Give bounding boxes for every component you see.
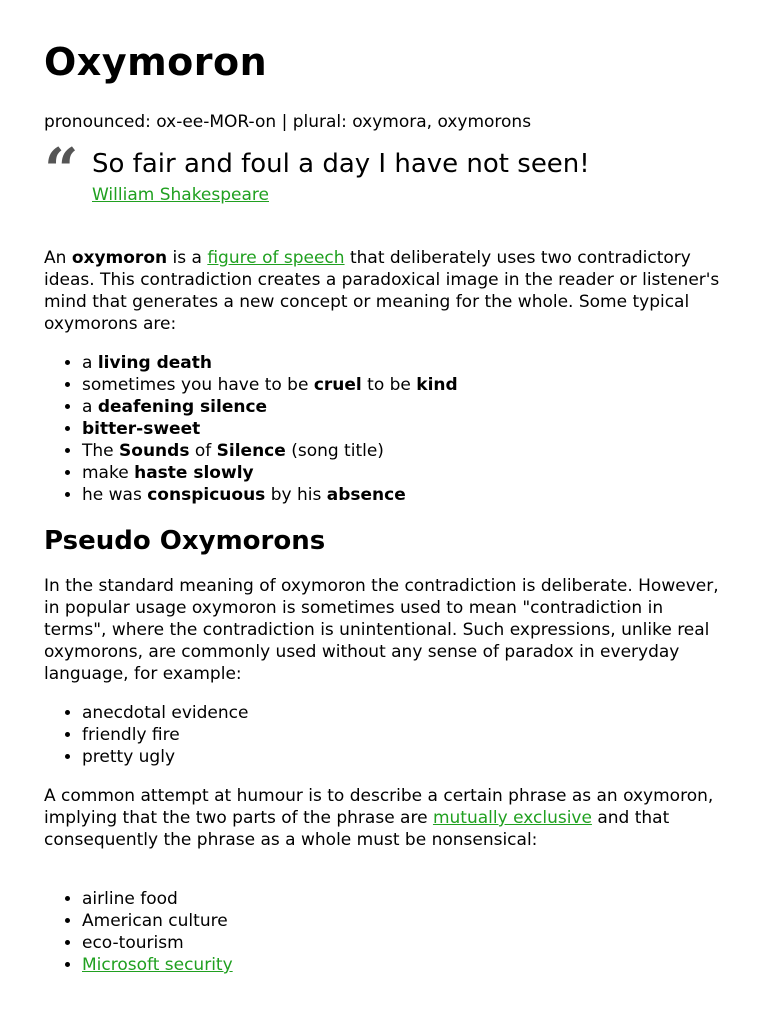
list-item bbox=[82, 954, 233, 976]
list-item: • pretty ugly bbox=[82, 746, 248, 768]
pseudo-paragraph: In the standard meaning of oxymoron the contradiction is deliberate. However, in popular usage oxymoron is sometimes used to mean "contradiction in terms", where the contradiction is unintentional. Such expressions, unlike real oxymorons, are commonly used without any sense of paradox in everyday language, for example: bbox=[44, 576, 719, 684]
section-heading-pseudo: Pseudo Oxymorons bbox=[44, 526, 326, 556]
intro-text-3: that deliberately uses two contradictory ideas. This contradiction creates a paradoxical image in the reader or listener's mind that generates a new concept or meaning for the whole. Some typical oxymorons are: bbox=[44, 248, 720, 334]
list-item: • a living death bbox=[82, 352, 458, 374]
list-item: • The Sounds of Silence (song title) bbox=[82, 440, 458, 462]
quote-author-link[interactable]: William Shakespeare bbox=[92, 185, 269, 205]
list-item: • friendly fire bbox=[82, 724, 248, 746]
list-item: • airline food bbox=[82, 888, 233, 910]
pseudo-examples-list bbox=[44, 702, 248, 768]
humour-examples-list bbox=[44, 888, 233, 976]
list-item: • a deafening silence bbox=[82, 396, 458, 418]
list-item: • make haste slowly bbox=[82, 462, 458, 484]
list-item: • anecdotal evidence bbox=[82, 702, 248, 724]
oxymoron-examples-list bbox=[44, 352, 458, 506]
quote-author bbox=[92, 185, 269, 205]
figure-of-speech-link[interactable]: figure of speech bbox=[207, 248, 345, 268]
microsoft-security-link[interactable]: Microsoft security bbox=[82, 955, 233, 975]
pronunciation: pronounced: ox-ee-MOR-on | plural: oxymora, oxymorons bbox=[44, 112, 532, 132]
intro-text-2: is a bbox=[167, 248, 208, 268]
list-item: • he was conspicuous by his absence bbox=[82, 484, 458, 506]
humour-text-2: and that consequently the phrase as a whole must be nonsensical: bbox=[44, 808, 670, 850]
list-item: • sometimes you have to be cruel to be kind bbox=[82, 374, 458, 396]
intro-paragraph bbox=[44, 247, 724, 335]
humour-paragraph bbox=[44, 785, 724, 851]
quote-text: So fair and foul a day I have not seen! bbox=[92, 149, 590, 179]
intro-term: oxymoron bbox=[71, 248, 168, 268]
list-item: • eco-tourism bbox=[82, 932, 233, 954]
humour-text-1: A common attempt at humour is to describe a certain phrase as an oxymoron, implying that the two parts of the phrase are bbox=[44, 786, 714, 828]
quote-mark-icon: “ bbox=[44, 136, 79, 206]
list-item: • bitter-sweet bbox=[82, 418, 458, 440]
intro-text-1: An bbox=[44, 248, 72, 268]
mutually-exclusive-link[interactable]: mutually exclusive bbox=[432, 808, 592, 828]
page-title: Oxymoron bbox=[44, 40, 268, 84]
list-item: • American culture bbox=[82, 910, 233, 932]
